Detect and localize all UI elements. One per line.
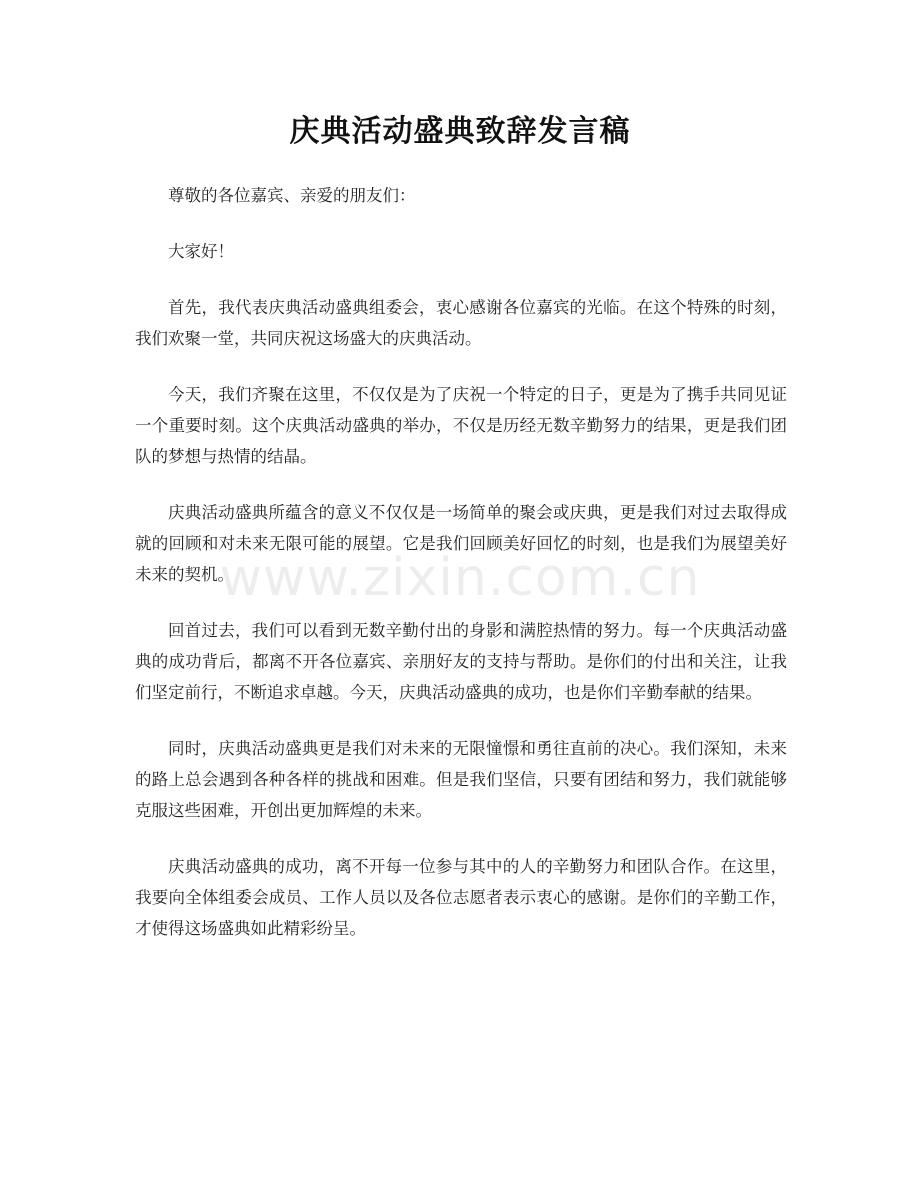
paragraph: 庆典活动盛典的成功，离不开每一位参与其中的人的辛勤努力和团队合作。在这里，我要向全体组委会成员、工作人员以及各位志愿者表示衷心的感谢。是你们的辛勤工作，才使得这场盛典如此精彩纷呈。 xyxy=(135,857,787,938)
paragraph: 回首过去，我们可以看到无数辛勤付出的身影和满腔热情的努力。每一个庆典活动盛典的成功背后，都离不开各位嘉宾、亲朋好友的支持与帮助。是你们的付出和关注，让我们坚定前行，不断追求卓越。今天，庆典活动盛典的成功，也是你们辛勤奉献的结果。 xyxy=(135,621,787,702)
paragraph: 同时，庆典活动盛典更是我们对未来的无限憧憬和勇往直前的决心。我们深知，未来的路上总会遇到各种各样的挑战和困难。但是我们坚信，只要有团结和努力，我们就能够克服这些困难，开创出更加辉煌的未来。 xyxy=(135,739,787,820)
paragraph-salutation: 尊敬的各位嘉宾、亲爱的朋友们： xyxy=(168,186,416,205)
document-title: 庆典活动盛典致辞发言稿 xyxy=(289,114,631,149)
paragraph: 首先，我代表庆典活动盛典组委会，衷心感谢各位嘉宾的光临。在这个特殊的时刻，我们欢聚一堂，共同庆祝这场盛大的庆典活动。 xyxy=(135,298,787,348)
paragraph: 今天，我们齐聚在这里，不仅仅是为了庆祝一个特定的日子，更是为了携手共同见证一个重要时刻。这个庆典活动盛典的举办，不仅是历经无数辛勤努力的结果，更是我们团队的梦想与热情的结晶。 xyxy=(135,385,787,466)
document-body xyxy=(135,180,787,969)
watermark: www.zixin.com.cn xyxy=(219,548,701,608)
paragraph-greeting: 大家好！ xyxy=(168,242,234,261)
paragraph: 庆典活动盛典所蕴含的意义不仅仅是一场简单的聚会或庆典，更是我们对过去取得成就的回顾和对未来无限可能的展望。它是我们回顾美好回忆的时刻，也是我们为展望美好未来的契机。 xyxy=(135,503,787,584)
